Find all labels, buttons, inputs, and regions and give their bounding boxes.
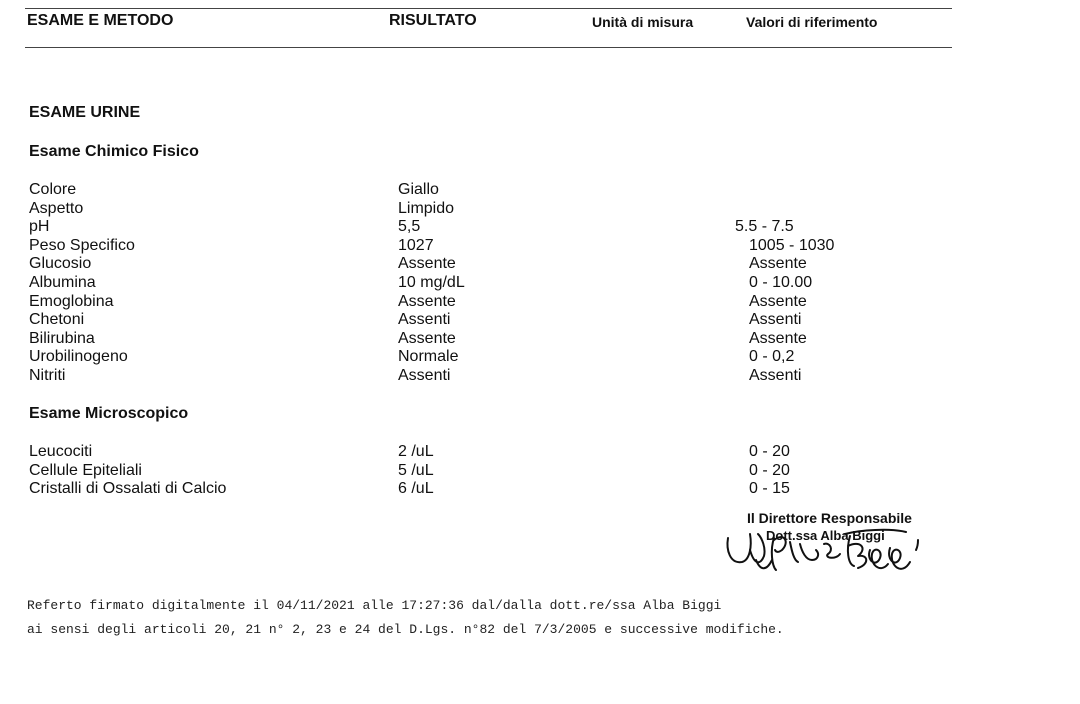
exam-name: Emoglobina bbox=[29, 292, 114, 310]
header-exam-method: ESAME E METODO bbox=[27, 12, 174, 29]
header-rule bbox=[25, 47, 952, 48]
table-row bbox=[0, 443, 1080, 461]
table-row bbox=[0, 293, 1080, 311]
reference-range: 1005 - 1030 bbox=[749, 236, 835, 254]
table-row bbox=[0, 181, 1080, 199]
exam-name: Bilirubina bbox=[29, 329, 95, 347]
exam-name: Urobilinogeno bbox=[29, 348, 128, 366]
exam-result: 5,5 bbox=[398, 218, 421, 236]
exam-result: Normale bbox=[398, 348, 459, 366]
header-unit: Unità di misura bbox=[592, 14, 694, 30]
table-row bbox=[0, 367, 1080, 385]
reference-range: 0 - 10.00 bbox=[749, 274, 813, 291]
reference-range: 5.5 - 7.5 bbox=[735, 218, 794, 236]
footer-signature-note: Referto firmato digitalmente il 04/11/2021 alle 17:27:36 dal/dalla dott.re/ssa Alba Biggi bbox=[27, 598, 722, 613]
exam-name: Glucosio bbox=[29, 255, 92, 273]
reference-range: 0 - 20 bbox=[749, 443, 790, 460]
exam-result: Assenti bbox=[398, 311, 451, 329]
table-row bbox=[0, 462, 1080, 480]
table-row bbox=[0, 237, 1080, 255]
exam-result: Assenti bbox=[398, 367, 451, 384]
exam-result: Assente bbox=[398, 255, 456, 273]
signature-name: Dott.ssa Alba Biggi bbox=[766, 528, 885, 543]
exam-name: Colore bbox=[29, 181, 77, 198]
exam-result: 10 mg/dL bbox=[398, 274, 465, 291]
footer-legal-note: ai sensi degli articoli 20, 21 n° 2, 23 e 24 del D.Lgs. n°82 del 7/3/2005 e successive modifiche. bbox=[27, 622, 784, 637]
exam-name: Chetoni bbox=[29, 311, 85, 329]
exam-name: Peso Specifico bbox=[29, 236, 135, 254]
exam-name: Cellule Epiteliali bbox=[29, 461, 142, 479]
exam-name: Aspetto bbox=[29, 199, 84, 217]
reference-range: Assenti bbox=[749, 367, 802, 384]
exam-name: Cristalli di Ossalati di Calcio bbox=[29, 480, 227, 497]
reference-range: 0 - 0,2 bbox=[749, 348, 795, 366]
table-row bbox=[0, 200, 1080, 218]
table-row bbox=[0, 330, 1080, 348]
exam-title: ESAME URINE bbox=[29, 104, 141, 121]
handwritten-signature bbox=[720, 520, 950, 580]
reference-range: 0 - 20 bbox=[749, 461, 790, 479]
exam-result: 6 /uL bbox=[398, 480, 434, 497]
reference-range: Assente bbox=[749, 292, 807, 310]
signature-title: Il Direttore Responsabile bbox=[747, 510, 912, 526]
micro-section-title: Esame Microscopico bbox=[29, 405, 189, 422]
reference-range: Assente bbox=[749, 255, 807, 273]
reference-range: Assente bbox=[749, 329, 807, 347]
table-row bbox=[0, 218, 1080, 236]
chem-section-title: Esame Chimico Fisico bbox=[29, 143, 199, 160]
reference-range: Assenti bbox=[749, 311, 802, 329]
exam-result: Giallo bbox=[398, 181, 439, 198]
table-row bbox=[0, 274, 1080, 292]
exam-name: Albumina bbox=[29, 274, 96, 291]
header-reference: Valori di riferimento bbox=[746, 14, 878, 30]
exam-result: 2 /uL bbox=[398, 443, 434, 460]
table-row bbox=[0, 480, 1080, 498]
exam-result: Limpido bbox=[398, 199, 455, 217]
exam-result: Assente bbox=[398, 292, 456, 310]
table-row bbox=[0, 311, 1080, 329]
table-row bbox=[0, 255, 1080, 273]
exam-name: Leucociti bbox=[29, 443, 93, 460]
exam-result: 5 /uL bbox=[398, 461, 434, 479]
top-rule bbox=[25, 8, 952, 9]
exam-result: Assente bbox=[398, 329, 456, 347]
exam-name: pH bbox=[29, 218, 50, 236]
exam-name: Nitriti bbox=[29, 367, 66, 384]
header-result: RISULTATO bbox=[389, 12, 477, 29]
exam-result: 1027 bbox=[398, 236, 434, 254]
table-row bbox=[0, 348, 1080, 366]
reference-range: 0 - 15 bbox=[749, 480, 790, 497]
